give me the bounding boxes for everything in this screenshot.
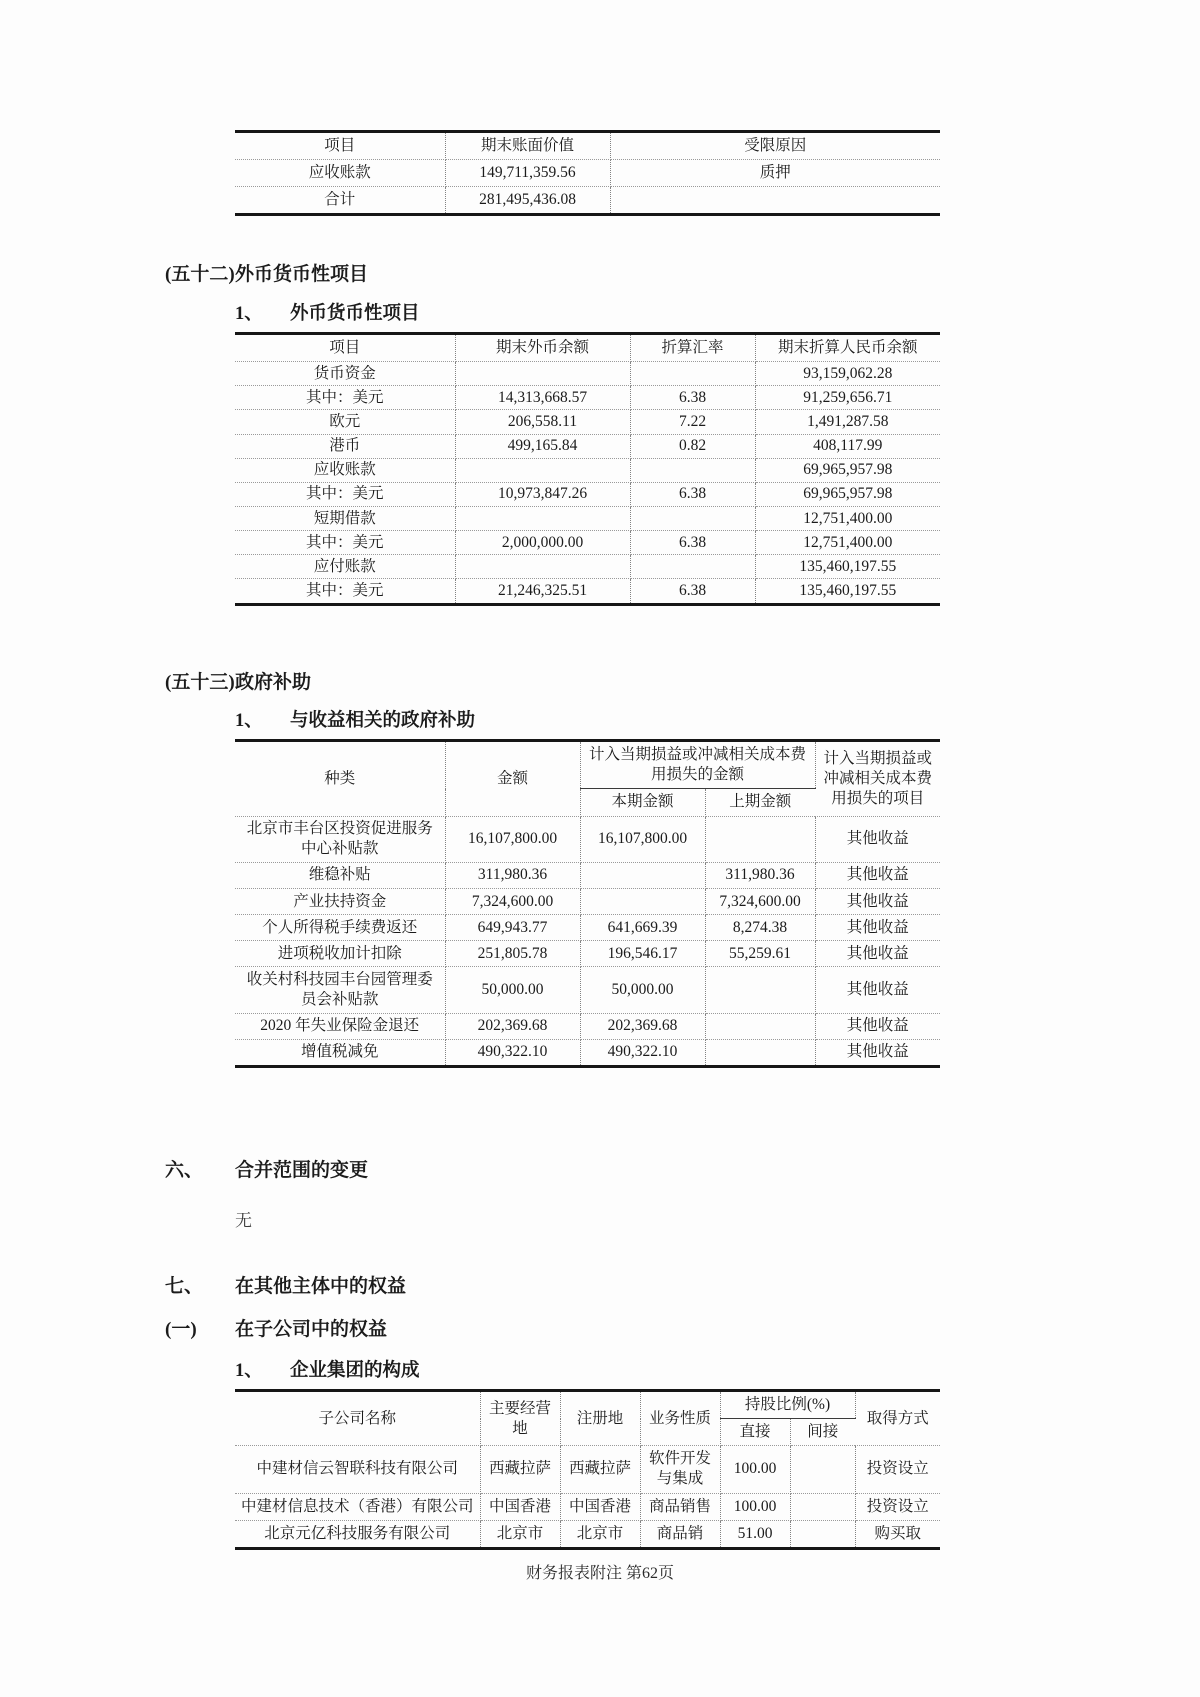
- subsidiaries-table: [235, 1389, 940, 1550]
- table-row: [235, 362, 940, 386]
- cell-fc-balance: 21,246,325.51: [455, 579, 630, 604]
- table-row: [235, 1446, 940, 1493]
- cell-current-amount: 202,369.68: [580, 1013, 705, 1039]
- section-title: 在子公司中的权益: [235, 1319, 388, 1341]
- cell-current-amount: [580, 862, 705, 888]
- cell-restriction-reason: 质押: [610, 160, 940, 187]
- section-heading-53: [165, 670, 1200, 696]
- cell-item: 欧元: [235, 410, 455, 434]
- cell-item: 应付账款: [235, 555, 455, 579]
- cell-amount: 251,805.78: [445, 941, 580, 967]
- cell-fc-balance: 499,165.84: [455, 434, 630, 458]
- col-header-item: 项目: [235, 132, 445, 160]
- subsection-heading-7-1-1: [235, 1359, 1200, 1384]
- cell-current-amount: 641,669.39: [580, 915, 705, 941]
- cell-pl-item: 其他收益: [846, 1043, 909, 1061]
- cell-kind: 收关村科技园丰台园管理委员会补贴款: [235, 967, 445, 1013]
- col-header-business-nature: 业务性质: [640, 1391, 720, 1446]
- cell-registered-place: 中国香港: [560, 1493, 640, 1520]
- col-header-holding-ratio-group: 持股比例(%): [720, 1391, 855, 1419]
- cell-business-nature: 软件开发与集成: [640, 1446, 720, 1493]
- section-heading-7-1: [165, 1317, 1200, 1343]
- cell-fc-balance: 2,000,000.00: [455, 531, 630, 555]
- cell-fc-balance: [455, 555, 630, 579]
- foreign-currency-table: [235, 332, 940, 606]
- section-heading-7: [165, 1274, 1200, 1300]
- table-row: [235, 482, 940, 506]
- table-row: [235, 410, 940, 434]
- col-header-rmb-balance: 期末折算人民币余额: [755, 334, 940, 362]
- cell-fc-balance: [455, 458, 630, 482]
- cell-prior-amount: 55,259.61: [705, 941, 815, 967]
- restricted-assets-table: [235, 130, 940, 216]
- cell-book-value: 149,711,359.56: [445, 160, 610, 187]
- cell-exchange-rate: [630, 362, 755, 386]
- cell-prior-amount: 8,274.38: [705, 915, 815, 941]
- cell-prior-amount: [705, 967, 815, 1013]
- cell-acquisition-method: 购买取: [874, 1524, 921, 1542]
- col-header-current-amount: 本期金额: [580, 789, 705, 816]
- col-header-main-place: 主要经营地: [480, 1391, 560, 1446]
- cell-book-value: 281,495,436.08: [445, 187, 610, 215]
- section-heading-52: [165, 262, 1200, 288]
- cell-direct: 100.00: [720, 1446, 790, 1493]
- section-6-body: 无: [235, 1210, 252, 1230]
- section-title: 外币货币性项目: [235, 264, 369, 286]
- col-header-fc-balance: 期末外币余额: [455, 334, 630, 362]
- cell-item: 货币资金: [235, 362, 455, 386]
- table-row: [235, 555, 940, 579]
- section-heading-6: [165, 1158, 1200, 1184]
- cell-pl-item: 其他收益: [815, 1013, 940, 1039]
- col-header-indirect: 间接: [790, 1419, 855, 1446]
- table-row: [235, 816, 940, 862]
- subsection-heading-53-1: [235, 709, 1200, 734]
- section-title: 合并范围的变更: [235, 1160, 369, 1182]
- table-row: [235, 967, 940, 1013]
- cell-amount: 202,369.68: [445, 1013, 580, 1039]
- col-header-book-value: 期末账面价值: [445, 132, 610, 160]
- table-header-row: [235, 132, 940, 160]
- col-header-subsidiary-name: 子公司名称: [235, 1391, 480, 1446]
- cell-exchange-rate: [630, 458, 755, 482]
- cell-exchange-rate: 6.38: [630, 579, 755, 604]
- cell-rmb-balance: 93,159,062.28: [755, 362, 940, 386]
- col-header-prior-amount: 上期金额: [705, 789, 815, 816]
- table-row: [235, 160, 940, 187]
- cell-prior-amount: [705, 1013, 815, 1039]
- cell-rmb-balance: 69,965,957.98: [755, 482, 940, 506]
- cell-pl-item: 其他收益: [815, 915, 940, 941]
- cell-item: 其中：美元: [235, 482, 455, 506]
- table-row: [235, 579, 940, 604]
- cell-item: 应收账款: [235, 160, 445, 187]
- cell-registered-place: 北京市: [560, 1520, 640, 1548]
- cell-item: 短期借款: [235, 507, 455, 531]
- cell-amount: 311,980.36: [445, 862, 580, 888]
- cell-amount: 490,322.10: [445, 1039, 580, 1066]
- cell-rmb-balance: 408,117.99: [755, 434, 940, 458]
- table-row: [235, 862, 940, 888]
- table-row: [235, 889, 940, 915]
- col-header-acquisition-method: 取得方式: [855, 1391, 940, 1446]
- cell-exchange-rate: 7.22: [630, 410, 755, 434]
- subsection-title: 外币货币性项目: [290, 304, 420, 325]
- cell-current-amount: 196,546.17: [580, 941, 705, 967]
- cell-pl-item: 其他收益: [815, 816, 940, 862]
- cell-exchange-rate: 6.38: [630, 482, 755, 506]
- subsection-title: 企业集团的构成: [290, 1361, 420, 1382]
- cell-item: 港币: [235, 434, 455, 458]
- table-row: [235, 1520, 940, 1548]
- cell-current-amount: 490,322.10: [580, 1039, 705, 1066]
- cell-exchange-rate: [630, 555, 755, 579]
- cell-kind: 增值税减免: [235, 1039, 445, 1066]
- cell-acquisition-method: 投资设立: [855, 1446, 940, 1493]
- table-header-row: [235, 334, 940, 362]
- subsection-number: 1、: [235, 304, 263, 325]
- cell-restriction-reason: [610, 187, 940, 215]
- cell-item: 其中：美元: [235, 531, 455, 555]
- section-number: 六、: [165, 1160, 204, 1182]
- cell-fc-balance: 10,973,847.26: [455, 482, 630, 506]
- cell-main-place: 北京市: [480, 1520, 560, 1548]
- cell-rmb-balance: 1,491,287.58: [755, 410, 940, 434]
- subsection-number: 1、: [235, 711, 263, 732]
- table-row: [235, 941, 940, 967]
- cell-current-amount: 16,107,800.00: [580, 816, 705, 862]
- cell-indirect: [790, 1493, 855, 1520]
- cell-main-place: 中国香港: [480, 1493, 560, 1520]
- table-header-row: [235, 741, 940, 789]
- table-row: [235, 386, 940, 410]
- cell-amount: 649,943.77: [445, 915, 580, 941]
- cell-kind: 个人所得税手续费返还: [235, 915, 445, 941]
- cell-direct: 51.00: [720, 1520, 790, 1548]
- table-row: [235, 1039, 940, 1066]
- cell-prior-amount: 311,980.36: [705, 862, 815, 888]
- col-header-kind: 种类: [235, 741, 445, 816]
- table-row: [235, 458, 940, 482]
- cell-kind: 北京市丰台区投资促进服务中心补贴款: [235, 816, 445, 862]
- cell-fc-balance: 14,313,668.57: [455, 386, 630, 410]
- cell-kind: 进项税收加计扣除: [235, 941, 445, 967]
- cell-pl-item: 其他收益: [815, 967, 940, 1013]
- section-number: (五十三): [165, 671, 235, 693]
- cell-exchange-rate: 6.38: [630, 386, 755, 410]
- col-header-item: 项目: [235, 334, 455, 362]
- cell-rmb-balance: 135,460,197.55: [755, 555, 940, 579]
- cell-business-nature: 商品销售: [640, 1493, 720, 1520]
- cell-amount: 50,000.00: [445, 967, 580, 1013]
- cell-pl-item: 其他收益: [815, 941, 940, 967]
- table-row: [235, 915, 940, 941]
- table-row: [235, 1013, 940, 1039]
- cell-amount: 7,324,600.00: [445, 889, 580, 915]
- cell-item: 应收账款: [235, 458, 455, 482]
- table-row: [235, 434, 940, 458]
- cell-current-amount: 50,000.00: [580, 967, 705, 1013]
- col-header-amount: 金额: [445, 741, 580, 816]
- cell-kind: 维稳补贴: [235, 862, 445, 888]
- subsection-heading-52-1: [235, 302, 1200, 327]
- cell-current-amount: [580, 889, 705, 915]
- government-subsidies-table: [235, 739, 940, 1068]
- cell-rmb-balance: 91,259,656.71: [755, 386, 940, 410]
- cell-rmb-balance: 12,751,400.00: [755, 531, 940, 555]
- col-header-registered-place: 注册地: [560, 1391, 640, 1446]
- cell-exchange-rate: [630, 507, 755, 531]
- cell-item: 其中：美元: [235, 386, 455, 410]
- col-header-pl-amount-group: 计入当期损益或冲减相关成本费用损失的金额: [580, 741, 815, 789]
- page-footer: 财务报表附注 第62页: [525, 1564, 674, 1582]
- subsection-number: 1、: [235, 1361, 263, 1382]
- section-title: 政府补助: [235, 671, 312, 693]
- col-header-restriction-reason: 受限原因: [610, 132, 940, 160]
- cell-indirect: [790, 1446, 855, 1493]
- col-header-exchange-rate: 折算汇率: [630, 334, 755, 362]
- cell-item: 合计: [235, 187, 445, 215]
- cell-registered-place: 西藏拉萨: [560, 1446, 640, 1493]
- cell-rmb-balance: 69,965,957.98: [755, 458, 940, 482]
- cell-fc-balance: 206,558.11: [455, 410, 630, 434]
- cell-subsidiary-name: 中建材信息技术（香港）有限公司: [235, 1493, 480, 1520]
- cell-subsidiary-name: 北京元亿科技服务有限公司: [235, 1520, 480, 1548]
- section-title: 在其他主体中的权益: [235, 1275, 407, 1297]
- cell-prior-amount: [705, 1039, 815, 1066]
- col-header-pl-item: 计入当期损益或冲减相关成本费用损失的项目: [815, 741, 940, 816]
- cell-acquisition-method: 投资设立: [855, 1493, 940, 1520]
- cell-amount: 16,107,800.00: [445, 816, 580, 862]
- cell-business-nature: 商品销: [640, 1520, 720, 1548]
- table-row: [235, 531, 940, 555]
- table-row: [235, 507, 940, 531]
- table-row-total: [235, 187, 940, 215]
- table-row: [235, 1493, 940, 1520]
- cell-kind: 2020 年失业保险金退还: [235, 1013, 445, 1039]
- cell-pl-item: 其他收益: [815, 862, 940, 888]
- subsection-title: 与收益相关的政府补助: [290, 711, 476, 732]
- cell-main-place: 西藏拉萨: [480, 1446, 560, 1493]
- table-header-row: [235, 1391, 940, 1419]
- cell-pl-item: 其他收益: [815, 889, 940, 915]
- cell-subsidiary-name: 中建材信云智联科技有限公司: [235, 1446, 480, 1493]
- col-header-direct: 直接: [720, 1419, 790, 1446]
- cell-exchange-rate: 0.82: [630, 434, 755, 458]
- cell-exchange-rate: 6.38: [630, 531, 755, 555]
- cell-prior-amount: 7,324,600.00: [705, 889, 815, 915]
- cell-fc-balance: [455, 362, 630, 386]
- cell-kind: 产业扶持资金: [235, 889, 445, 915]
- cell-direct: 100.00: [720, 1493, 790, 1520]
- cell-rmb-balance: 12,751,400.00: [755, 507, 940, 531]
- section-number: 七、: [165, 1275, 204, 1297]
- cell-indirect: [790, 1520, 855, 1548]
- cell-prior-amount: [705, 816, 815, 862]
- cell-rmb-balance: 135,460,197.55: [799, 581, 897, 599]
- section-number: (五十二): [165, 264, 235, 286]
- cell-item: 其中：美元: [235, 579, 455, 604]
- cell-fc-balance: [455, 507, 630, 531]
- section-number: (一): [165, 1319, 197, 1341]
